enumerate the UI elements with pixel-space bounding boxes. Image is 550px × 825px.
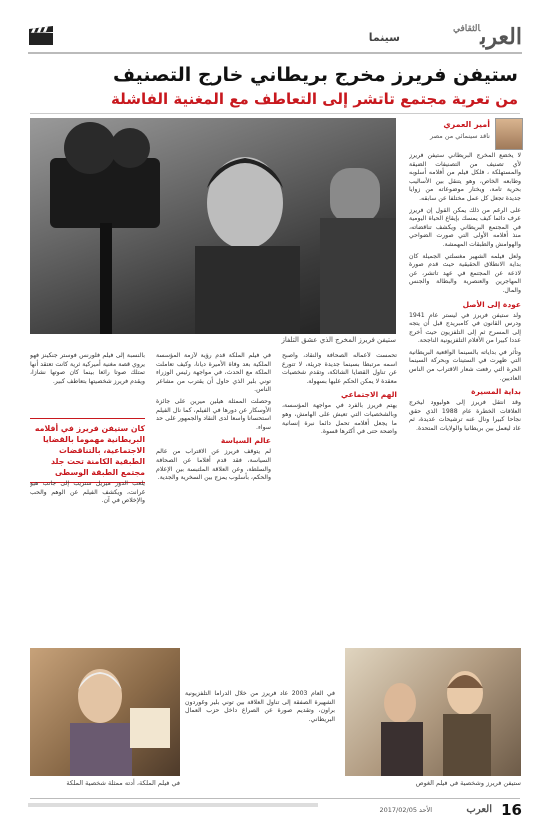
article-headline: ستيفن فريرز مخرج بريطاني خارج التصنيف xyxy=(113,64,518,86)
queen-photo xyxy=(30,648,180,776)
author-role: ناقد سينمائي من مصر xyxy=(430,132,490,140)
page-number: 16 xyxy=(501,801,522,819)
article-subhead: من تعرية مجتمع تاتشر إلى التعاطف مع المغنية الفاشلة xyxy=(110,90,518,108)
paragraph: تحمست لأعماله الصحافة والنقاد، وأصبح اسمه مرتبطا بسينما جديدة جريئة، لا تتورع عن تناول القضايا الشائكة، وتقدم شخصيات معقدة لا يمكن الحكم عليها بسهولة. xyxy=(282,352,397,385)
two-characters-image xyxy=(345,648,521,776)
section-heading: عالم السياسة xyxy=(220,436,271,446)
paragraph: ولد ستيفن فريرز في ليستر عام 1941 ودرس القانون في كامبريدج قبل أن يتجه إلى المسرح ثم إلى التلفزيون حيث أخرج عددا كبيرا من الأفلام التلفزيونية الناجحة. xyxy=(409,311,521,345)
paragraph: في فيلم الملكة قدم رؤية لأزمة المؤسسة الملكية بعد وفاة الأميرة ديانا، وكيف تعاملت الملكة مع الحدث، في مواجهة رئيس الوزراء توني بلير الذي حاول أن يقترب من مشاعر الناس. xyxy=(156,352,271,394)
paragraph: لم يتوقف فريرز عن الاقتراب من عالم السياسة، فقد قدم أفلاما عن الصحافة والسلطة، وعن العلاقة الملتبسة بين الإعلام والحكم، بأسلوب يمزج بين السخرية والجدية. xyxy=(156,448,271,482)
text-column-2 xyxy=(282,352,397,646)
footer-divider xyxy=(30,798,520,799)
section-heading: عودة إلى الأصل xyxy=(462,299,521,309)
clapperboard-icon xyxy=(28,26,54,46)
film-still-caption: ستيفن فريرز وشخصية في فيلم الغوص xyxy=(415,779,521,787)
main-photo xyxy=(30,118,396,334)
main-photo-caption: ستيفن فريرز المخرج الذي عشق التلفاز xyxy=(281,336,396,344)
paragraph: يهتم فريرز بالفرد في مواجهة المؤسسة، وبالشخصيات التي تعيش على الهامش، وهو ما يجعل أفلامه تحمل دائما نبرة إنسانية واضحة حتى في أكثرها قسوة. xyxy=(282,402,397,436)
paragraph: وتأثر في بداياته بالسينما الواقعية البريطانية التي ظهرت في الستينات وبحركة السينما الحرة التي رفعت شعار الاقتراب من الناس العاديين. xyxy=(409,348,521,382)
section-label: سينما xyxy=(368,31,400,44)
text-column-1 xyxy=(409,152,521,646)
woman-on-phone-image xyxy=(30,648,180,776)
film-still-photo xyxy=(345,648,521,776)
newspaper-logo: العرب$^{الثقافي}$ xyxy=(452,24,522,50)
paragraph: في العام 2003 عاد فريرز من خلال الدراما التلفزيونية الشهيرة الصفقة إلى تناول العلاقة بين توني بلير وغوردون براون، وتقديم صورة عن الصراع داخل حزب العمال البريطاني. xyxy=(185,690,335,723)
director-with-camera-image xyxy=(30,118,396,334)
paragraph: بالنسبة إلى فيلم فلورنس فوستر جنكينز فهو يروي قصة مغنية أميركية ثرية كانت تعتقد أنها تمتلك صوتا رائعا بينما كان صوتها نشازا، ويقدم فريرز شخصيتها بتعاطف كبير. xyxy=(30,352,145,385)
footer-date: الأحد 2017/02/05 xyxy=(379,806,432,814)
footer-logo: العرب xyxy=(466,804,492,815)
text-column-5 xyxy=(185,690,335,774)
paragraph: لا يخضع المخرج البريطاني ستيفن فريرز لأي تصنيف من التصنيفات الضيقة والمستهلكة ، فلكل فيلم من أفلامه أسلوبه وطابعه الخاص، وهو يتنقل بين الأساليب بحرية تامة، ويختار موضوعاته من زوايا جديدة تجعل كل عمل مختلفا عن سابقه. xyxy=(409,152,521,202)
pull-quote: كان ستيفن فريرز في أفلامه البريطانية مهموما بالقضايا الاجتماعية، بالتناقضات الطبقية الكامنة تحت جلد مجتمع الطبقة الوسطى xyxy=(30,418,145,483)
divider xyxy=(30,113,520,114)
paragraph: وقد انتقل فريرز إلى هوليوود ليخرج العلاقات الخطرة عام 1988 الذي حقق نجاحا كبيرا ونال عنه ترشيحات عديدة، ثم عاد ليعمل بين بريطانيا والولايات المتحدة. xyxy=(409,399,521,433)
author-name: أمير العمري xyxy=(443,120,490,129)
paragraph: وحصلت الممثلة هيلين ميرين على جائزة الأوسكار عن دورها في الفيلم، كما نال الفيلم استحسانا واسعا لدى النقاد والجمهور على حد سواء. xyxy=(156,397,271,431)
author-avatar xyxy=(495,118,523,150)
section-heading: بداية المسيرة xyxy=(471,387,521,397)
paragraph: يلعب الدور ميريل ستريب إلى جانب هيو غرانت، ويكشف الفيلم عن الوهم والحب والإخلاص في آن. xyxy=(30,480,145,505)
text-column-4b xyxy=(30,480,145,644)
paragraph: على الرغم من ذلك يمكن القول إن فريرز عرف دائما كيف يمسك بإيقاع الحياة اليومية في المجتمع البريطاني ويكشف تناقضاته، منذ أفلامه الأولى التي صورت الضواحي والهوامش والطبقات المهمشة. xyxy=(409,206,521,248)
queen-photo-caption: في فيلم الملكة، أدته ممثلة شخصية الملكة xyxy=(66,779,180,787)
footer-bar xyxy=(28,803,318,807)
page-header xyxy=(28,22,522,54)
section-heading: الهم الاجتماعي xyxy=(340,390,397,400)
paragraph: ولعل فيلمه الشهير مغسلتي الجميلة كان بداية الانطلاق الحقيقية حيث قدم صورة لاذعة عن المجتمع في عهد تاتشر، عن المهاجرين والعنصرية والبطالة والجنس والمال. xyxy=(409,252,521,294)
